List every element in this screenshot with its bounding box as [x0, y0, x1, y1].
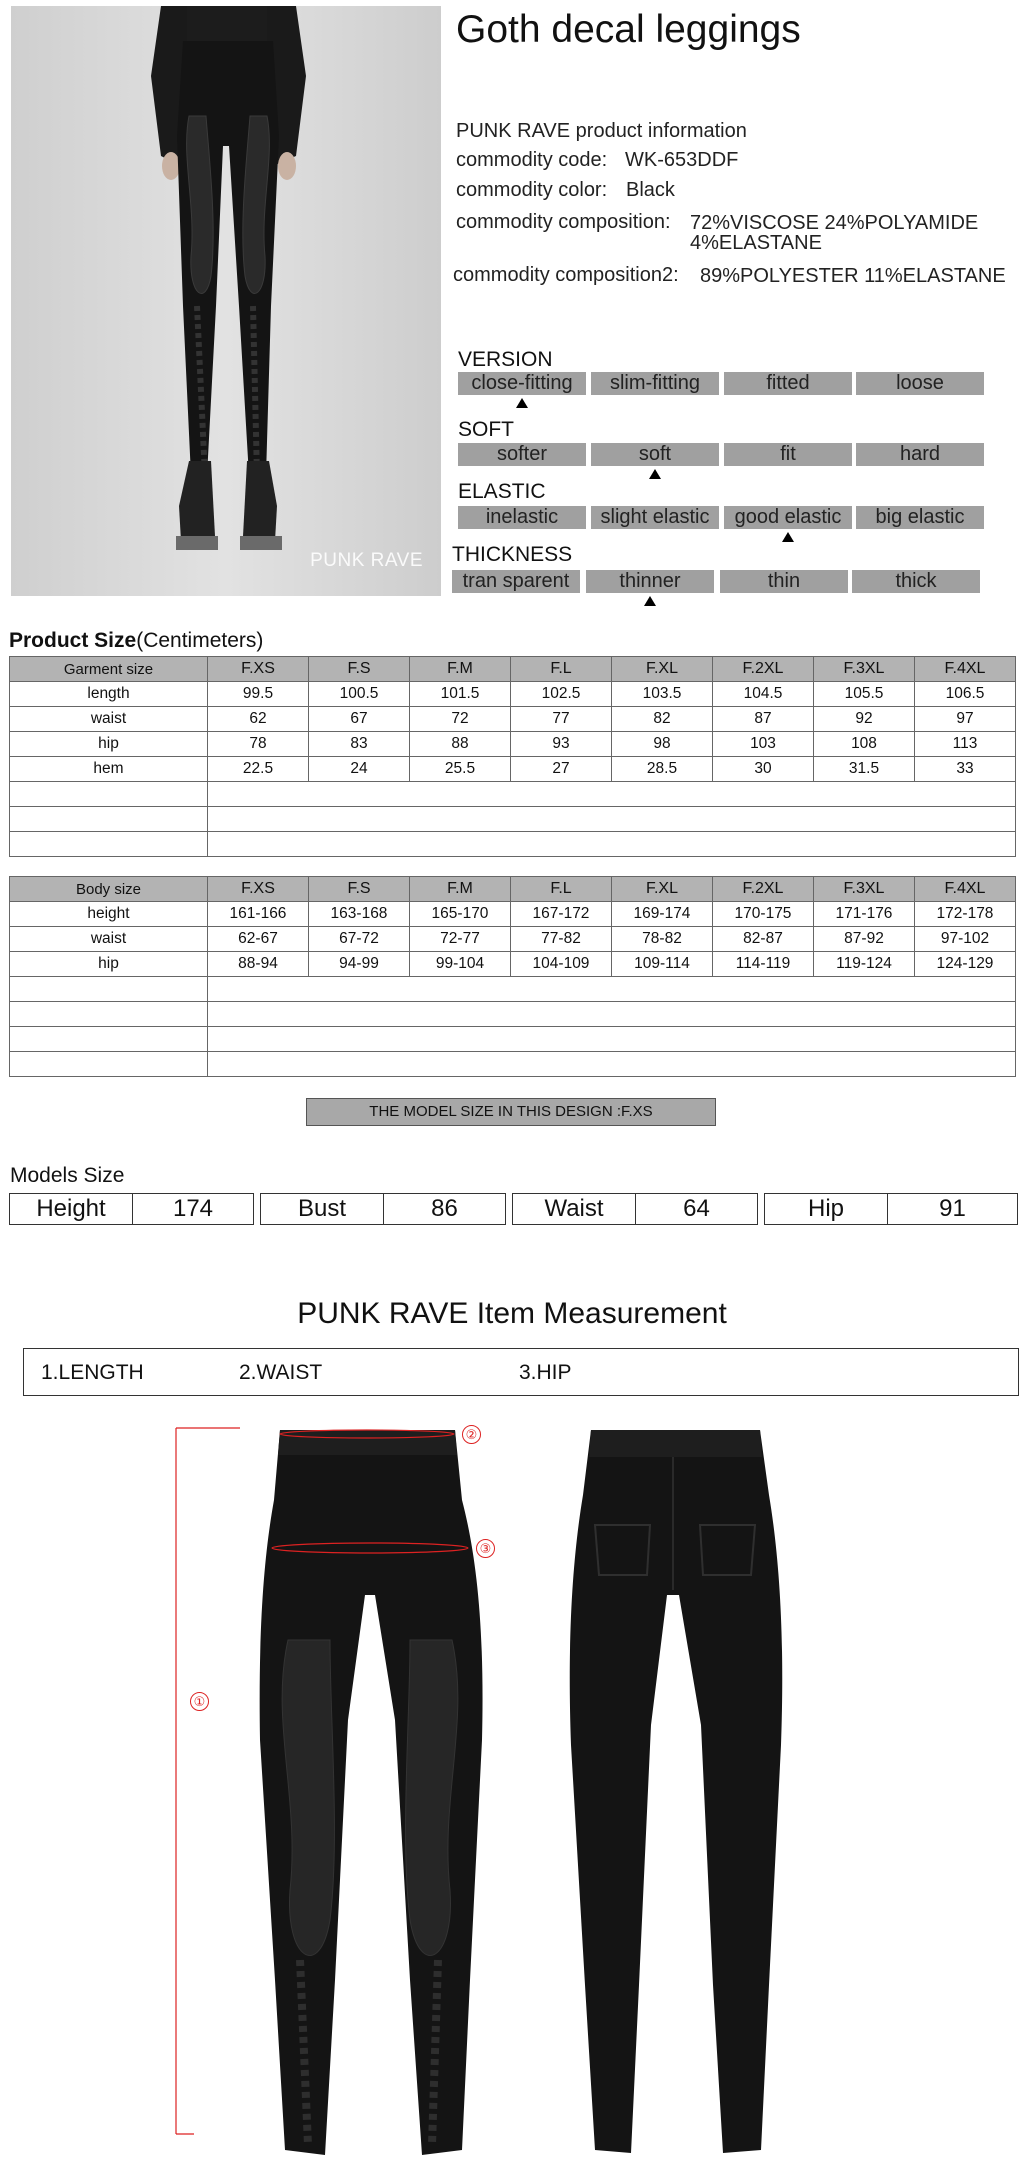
- photo-watermark: PUNK RAVE: [310, 550, 423, 571]
- attribute-option: softer: [458, 443, 586, 466]
- value-cell: 62-67: [208, 927, 309, 952]
- size-header-cell: F.XS: [208, 657, 309, 682]
- value-cell: 24: [309, 757, 410, 782]
- body-size-table: [9, 876, 1016, 1077]
- empty-table-row: [10, 832, 1016, 857]
- size-header-cell: F.XL: [612, 657, 713, 682]
- model-measure-value: 174: [172, 1195, 214, 1222]
- attribute-option: good elastic: [724, 506, 852, 529]
- value-cell: 98: [612, 732, 713, 757]
- model-size-note: THE MODEL SIZE IN THIS DESIGN :F.XS: [306, 1098, 716, 1126]
- empty-table-row: [10, 977, 1016, 1002]
- value-cell: 100.5: [309, 682, 410, 707]
- model-measure-label: Bust: [297, 1195, 347, 1222]
- value-cell: 172-178: [915, 902, 1016, 927]
- value-cell: 119-124: [814, 952, 915, 977]
- selected-indicator-icon: [516, 398, 528, 408]
- value-cell: 82: [612, 707, 713, 732]
- models-size-title: Models Size: [10, 1164, 125, 1187]
- value-cell: 88: [410, 732, 511, 757]
- value-cell: 87-92: [814, 927, 915, 952]
- value-cell: 124-129: [915, 952, 1016, 977]
- empty-cell: [10, 977, 208, 1002]
- size-header-cell: F.M: [410, 877, 511, 902]
- attribute-thickness-label: THICKNESS: [452, 543, 573, 566]
- value-cell: 99-104: [410, 952, 511, 977]
- info-heading: PUNK RAVE product information: [456, 120, 747, 142]
- value-cell: 72: [410, 707, 511, 732]
- value-cell: 31.5: [814, 757, 915, 782]
- model-measure-value: 86: [431, 1195, 458, 1222]
- product-size-unit: (Centimeters): [136, 629, 264, 652]
- model-measure-height: [9, 1193, 254, 1225]
- commodity-composition2-label: commodity composition2:: [453, 264, 679, 286]
- model-wearing-leggings-image: [11, 6, 441, 596]
- value-cell: 163-168: [309, 902, 410, 927]
- model-measure-label: Waist: [544, 1195, 604, 1222]
- value-cell: 87: [713, 707, 814, 732]
- size-header-cell: F.L: [511, 657, 612, 682]
- empty-cell: [208, 977, 1016, 1002]
- empty-cell: [208, 1052, 1016, 1077]
- back-view-diagram: [555, 1425, 785, 2165]
- selected-indicator-icon: [644, 596, 656, 606]
- value-cell: 113: [915, 732, 1016, 757]
- value-cell: 82-87: [713, 927, 814, 952]
- empty-cell: [208, 832, 1016, 857]
- value-cell: 104-109: [511, 952, 612, 977]
- model-measure-value: 91: [939, 1195, 966, 1222]
- commodity-code-value: WK-653DDF: [625, 149, 739, 171]
- size-header-cell: F.2XL: [713, 657, 814, 682]
- table-row: [10, 927, 1016, 952]
- value-cell: 103.5: [612, 682, 713, 707]
- table-header-row: [10, 877, 1016, 902]
- leggings-front-image: [170, 1420, 510, 2170]
- measurement-label-length: 1.LENGTH: [41, 1361, 144, 1384]
- product-size-heading: [9, 629, 263, 653]
- value-cell: 101.5: [410, 682, 511, 707]
- commodity-composition2-value: 89%POLYESTER 11%ELASTANE: [700, 265, 1006, 287]
- table-row: [10, 902, 1016, 927]
- empty-table-row: [10, 1002, 1016, 1027]
- table-row: [10, 732, 1016, 757]
- value-cell: 30: [713, 757, 814, 782]
- table-row: [10, 707, 1016, 732]
- empty-table-row: [10, 1027, 1016, 1052]
- value-cell: 103: [713, 732, 814, 757]
- value-cell: 83: [309, 732, 410, 757]
- value-cell: 92: [814, 707, 915, 732]
- commodity-composition-value-line2: 4%ELASTANE: [690, 232, 822, 254]
- selected-indicator-icon: [649, 469, 661, 479]
- marker-hip: ③: [476, 1539, 495, 1558]
- garment-size-table: [9, 656, 1016, 857]
- value-cell: 99.5: [208, 682, 309, 707]
- row-label-cell: length: [10, 682, 208, 707]
- value-cell: 161-166: [208, 902, 309, 927]
- attribute-option: big elastic: [856, 506, 984, 529]
- size-header-cell: F.XL: [612, 877, 713, 902]
- model-measure-label: Hip: [807, 1195, 844, 1222]
- attribute-option: thinner: [586, 570, 714, 593]
- measurement-label-hip: 3.HIP: [519, 1361, 572, 1384]
- value-cell: 108: [814, 732, 915, 757]
- empty-table-row: [10, 1052, 1016, 1077]
- value-cell: 28.5: [612, 757, 713, 782]
- attribute-option: thin: [720, 570, 848, 593]
- empty-cell: [10, 1027, 208, 1052]
- value-cell: 25.5: [410, 757, 511, 782]
- value-cell: 169-174: [612, 902, 713, 927]
- value-cell: 171-176: [814, 902, 915, 927]
- value-cell: 165-170: [410, 902, 511, 927]
- product-photo: [11, 6, 441, 596]
- empty-table-row: [10, 782, 1016, 807]
- table-row: [10, 757, 1016, 782]
- size-header-cell: F.M: [410, 657, 511, 682]
- attribute-option: inelastic: [458, 506, 586, 529]
- value-cell: 170-175: [713, 902, 814, 927]
- value-cell: 33: [915, 757, 1016, 782]
- model-measure-bust: [260, 1193, 506, 1225]
- attribute-option: slight elastic: [591, 506, 719, 529]
- product-size-title: Product Size: [9, 629, 137, 652]
- attribute-option: fit: [724, 443, 852, 466]
- empty-cell: [208, 782, 1016, 807]
- measurement-title: PUNK RAVE Item Measurement: [297, 1297, 727, 1330]
- model-measure-label: Height: [36, 1195, 106, 1222]
- size-header-cell: F.XS: [208, 877, 309, 902]
- value-cell: 114-119: [713, 952, 814, 977]
- empty-table-row: [10, 807, 1016, 832]
- attribute-elastic-label: ELASTIC: [458, 480, 546, 503]
- row-label-cell: height: [10, 902, 208, 927]
- commodity-composition-value: 72%VISCOSE 24%POLYAMIDE: [690, 212, 979, 234]
- attribute-option: thick: [852, 570, 980, 593]
- commodity-composition-label: commodity composition:: [456, 211, 671, 233]
- value-cell: 97-102: [915, 927, 1016, 952]
- size-header-cell: F.3XL: [814, 657, 915, 682]
- size-header-cell: F.S: [309, 657, 410, 682]
- attribute-option: fitted: [724, 372, 852, 395]
- attribute-option: soft: [591, 443, 719, 466]
- attribute-option: loose: [856, 372, 984, 395]
- row-label-cell: hip: [10, 952, 208, 977]
- front-view-diagram: [170, 1420, 510, 2170]
- row-label-cell: hem: [10, 757, 208, 782]
- value-cell: 67-72: [309, 927, 410, 952]
- selected-indicator-icon: [782, 532, 794, 542]
- model-measure-value: 64: [683, 1195, 710, 1222]
- value-cell: 78-82: [612, 927, 713, 952]
- value-cell: 27: [511, 757, 612, 782]
- value-cell: 97: [915, 707, 1016, 732]
- marker-waist: ②: [462, 1425, 481, 1444]
- value-cell: 109-114: [612, 952, 713, 977]
- value-cell: 167-172: [511, 902, 612, 927]
- attribute-option: tran sparent: [452, 570, 580, 593]
- size-header-cell: F.2XL: [713, 877, 814, 902]
- size-header-cell: F.L: [511, 877, 612, 902]
- measurement-legend: [23, 1348, 1019, 1396]
- attribute-option: close-fitting: [458, 372, 586, 395]
- row-label-cell: hip: [10, 732, 208, 757]
- table-row: [10, 952, 1016, 977]
- empty-cell: [10, 832, 208, 857]
- attribute-soft-label: SOFT: [458, 418, 514, 441]
- empty-cell: [208, 1027, 1016, 1052]
- commodity-color-value: Black: [626, 179, 675, 201]
- empty-cell: [208, 807, 1016, 832]
- table-row: [10, 682, 1016, 707]
- model-measure-hip: [764, 1193, 1018, 1225]
- commodity-color-label: commodity color:: [456, 179, 608, 201]
- empty-cell: [10, 1052, 208, 1077]
- product-title: Goth decal leggings: [456, 8, 801, 51]
- value-cell: 67: [309, 707, 410, 732]
- empty-cell: [10, 782, 208, 807]
- value-cell: 77: [511, 707, 612, 732]
- value-cell: 106.5: [915, 682, 1016, 707]
- row-label-cell: waist: [10, 707, 208, 732]
- value-cell: 102.5: [511, 682, 612, 707]
- empty-cell: [10, 807, 208, 832]
- value-cell: 88-94: [208, 952, 309, 977]
- empty-cell: [208, 1002, 1016, 1027]
- attribute-option: hard: [856, 443, 984, 466]
- model-measure-waist: [512, 1193, 758, 1225]
- attribute-option: slim-fitting: [591, 372, 719, 395]
- leggings-back-image: [555, 1425, 785, 2165]
- measurement-label-waist: 2.WAIST: [239, 1361, 323, 1384]
- value-cell: 72-77: [410, 927, 511, 952]
- size-header-cell: F.4XL: [915, 877, 1016, 902]
- value-cell: 78: [208, 732, 309, 757]
- value-cell: 104.5: [713, 682, 814, 707]
- attribute-version-label: VERSION: [458, 348, 553, 371]
- size-header-cell: F.S: [309, 877, 410, 902]
- value-cell: 77-82: [511, 927, 612, 952]
- marker-length: ①: [190, 1692, 209, 1711]
- value-cell: 22.5: [208, 757, 309, 782]
- size-header-cell: F.3XL: [814, 877, 915, 902]
- value-cell: 94-99: [309, 952, 410, 977]
- empty-cell: [10, 1002, 208, 1027]
- row-label-cell: waist: [10, 927, 208, 952]
- value-cell: 62: [208, 707, 309, 732]
- table-header-row: [10, 657, 1016, 682]
- size-header-cell: F.4XL: [915, 657, 1016, 682]
- value-cell: 93: [511, 732, 612, 757]
- value-cell: 105.5: [814, 682, 915, 707]
- commodity-code-label: commodity code:: [456, 149, 608, 171]
- table-header-cell: Body size: [10, 877, 208, 902]
- table-header-cell: Garment size: [10, 657, 208, 682]
